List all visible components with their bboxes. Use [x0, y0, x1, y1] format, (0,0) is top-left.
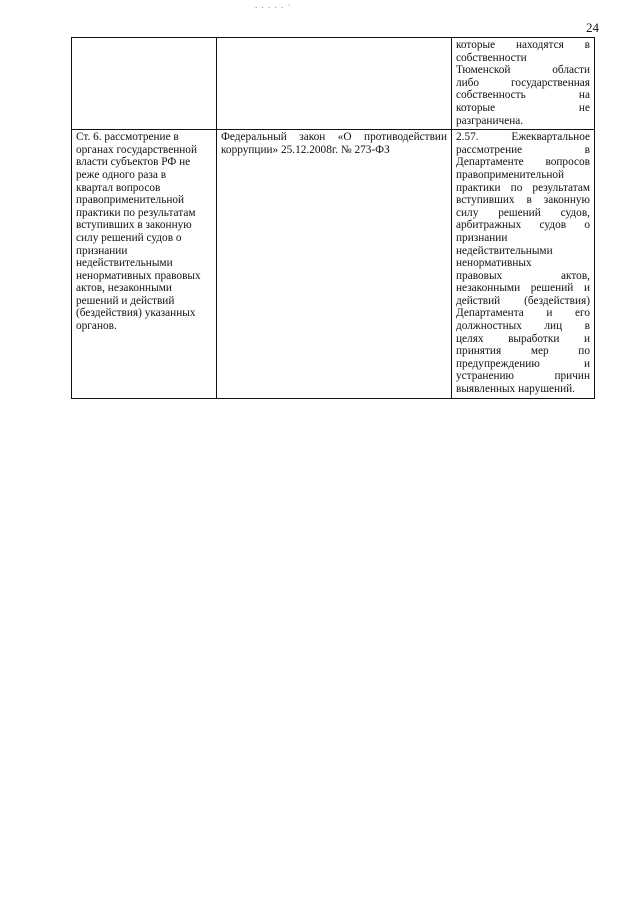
- measure-line: признании: [456, 231, 508, 244]
- measure-line: предупреждению и: [456, 357, 590, 370]
- article-line: Ст. 6. рассмотрение в: [76, 131, 179, 144]
- law-reference: Федеральный закон «О противодействии коррупции» 25.12.2008г. № 273-ФЗ: [221, 131, 447, 156]
- article-line: реже одного раза в: [76, 168, 167, 181]
- measure-line: 2.57. Ежеквартальное: [456, 131, 590, 144]
- measure-line: либо государственная: [456, 76, 590, 89]
- article-line: недействительными: [76, 257, 173, 270]
- measure-line: выявленных нарушений.: [456, 383, 575, 396]
- page-number: 24: [586, 20, 599, 35]
- measure-line: разграничена.: [456, 114, 524, 127]
- article-line: (бездействия) указанных: [76, 307, 196, 320]
- law-cell: [217, 38, 452, 130]
- measure-line: правоприменительной: [456, 168, 565, 181]
- measure-cell: [452, 38, 595, 130]
- article-line: органах государственной: [76, 143, 197, 156]
- measure-line: Департамента и его: [456, 307, 590, 320]
- article-line: вступивших в законную: [76, 219, 192, 232]
- measure-line: силу решений судов,: [456, 206, 590, 219]
- article-line: актов, незаконными: [76, 282, 172, 295]
- article-cell: [72, 130, 217, 398]
- article-line: квартал вопросов: [76, 181, 161, 194]
- measure-line: действий (бездействия): [456, 294, 590, 307]
- measure-line: целях выработки и: [456, 332, 590, 345]
- article-line: признании: [76, 244, 128, 257]
- measure-cell: [452, 130, 595, 398]
- measure-line: должностных лиц в: [456, 320, 590, 333]
- article-line: органов.: [76, 320, 117, 333]
- measure-line: незаконными решений и: [456, 282, 590, 295]
- measure-line: принятия мер по: [456, 345, 590, 358]
- measure-line: практики по результатам: [456, 181, 590, 194]
- table-row: [72, 130, 595, 398]
- measure-line: недействительными: [456, 244, 553, 257]
- measure-line: арбитражных судов о: [456, 219, 590, 232]
- measure-line: которые не: [456, 101, 590, 114]
- article-line: практики по результатам: [76, 206, 196, 219]
- measure-line: которые находятся в: [456, 39, 590, 51]
- measure-line: правовых актов,: [456, 269, 590, 282]
- measure-line: собственность на: [456, 89, 590, 102]
- measure-line: Тюменской области: [456, 64, 590, 77]
- measure-line: ненормативных: [456, 257, 532, 270]
- measure-line: устранению причин: [456, 370, 590, 383]
- measure-line: вступивших в законную: [456, 194, 590, 207]
- table-row: [72, 38, 595, 130]
- law-cell: [217, 130, 452, 398]
- measure-line: рассмотрение в: [456, 143, 590, 156]
- article-cell: [72, 38, 217, 130]
- article-line: ненормативных правовых: [76, 269, 201, 282]
- measure-line: собственности: [456, 51, 527, 64]
- article-line: решений и действий: [76, 294, 175, 307]
- scan-mark: . . . . . ·: [255, 0, 292, 10]
- measure-line: Департаменте вопросов: [456, 156, 590, 169]
- document-table: [71, 37, 595, 399]
- article-line: власти субъектов РФ не: [76, 156, 191, 169]
- article-line: правоприменительной: [76, 194, 185, 207]
- article-line: силу решений судов о: [76, 231, 182, 244]
